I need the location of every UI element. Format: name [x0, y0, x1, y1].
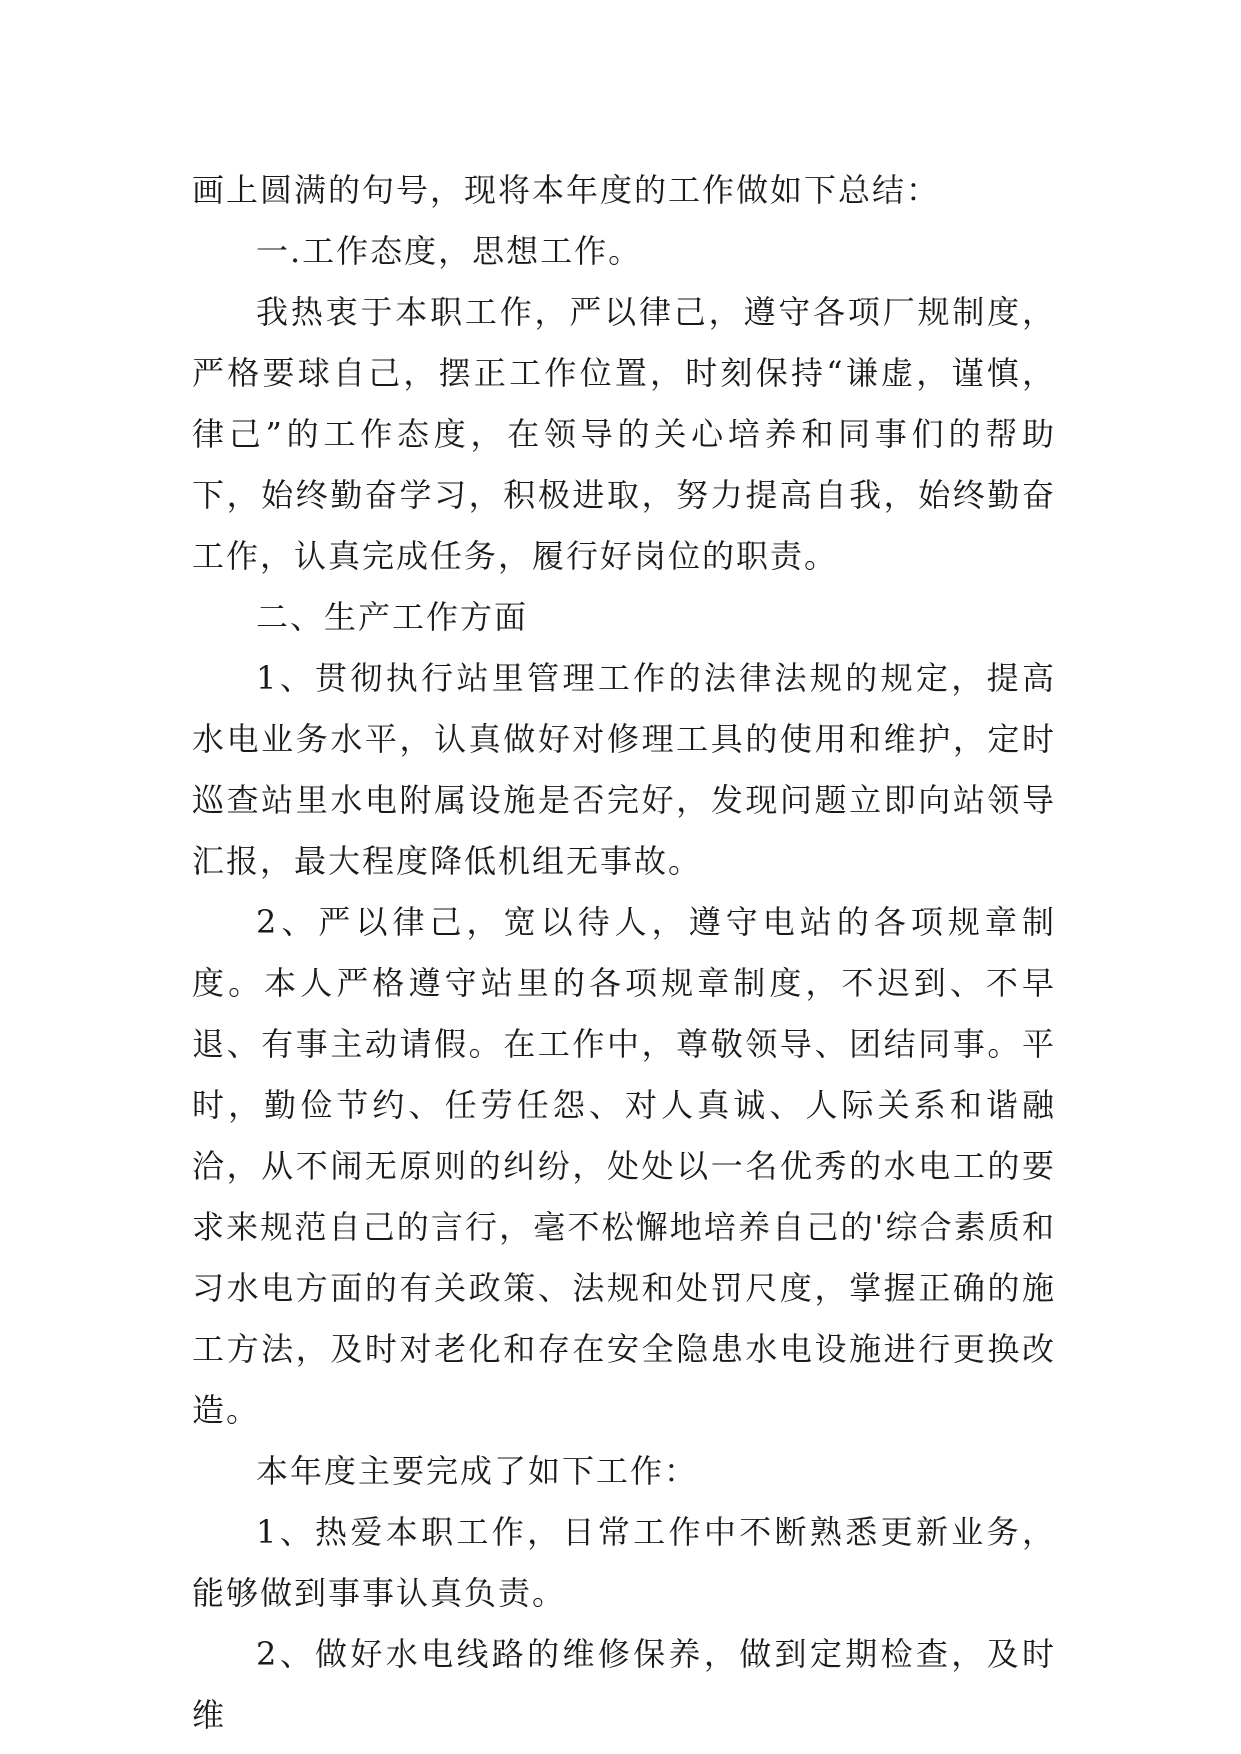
paragraph-work-1: 1、热爱本职工作，日常工作中不断熟悉更新业务，能够做到事事认真负责。 [192, 1513, 1056, 1612]
heading-production: 二、生产工作方面 [256, 598, 529, 636]
paragraph-annual-work: 本年度主要完成了如下工作： [256, 1452, 699, 1490]
document-body [192, 160, 1056, 1746]
heading-attitude: 一.工作态度，思想工作。 [256, 232, 643, 270]
paragraph-attitude: 我热衷于本职工作，严以律己，遵守各项厂规制度，严格要球自己，摆正工作位置，时刻保持“谦虚，谨慎，律己”的工作态度，在领导的关心培养和同事们的帮助下，始终勤奋学习，积极进取，努力提高自我，始终勤奋工作，认真完成任务，履行好岗位的职责。 [192, 293, 1056, 575]
paragraph-intro: 画上圆满的句号，现将本年度的工作做如下总结： [192, 171, 941, 209]
paragraph-item-2: 2、严以律己，宽以待人，遵守电站的各项规章制度。本人严格遵守站里的各项规章制度，不迟到、不早退、有事主动请假。在工作中，尊敬领导、团结同事。平时，勤俭节约、任劳任怨、对人真诚、人际关系和谐融洽，从不闹无原则的纠纷，处处以一名优秀的水电工的要求来规范自己的言行，毫不松懈地培养自己的'综合素质和习水电方面的有关政策、法规和处罚尺度，掌握正确的施工方法，及时对老化和存在安全隐患水电设施进行更换改造。 [192, 903, 1056, 1429]
paragraph-item-1: 1、贯彻执行站里管理工作的法律法规的规定，提高水电业务水平，认真做好对修理工具的使用和维护，定时巡查站里水电附属设施是否完好，发现问题立即向站领导汇报，最大程度降低机组无事故。 [192, 659, 1056, 880]
paragraph-work-2: 2、做好水电线路的维修保养，做到定期检查，及时维 [192, 1635, 1056, 1734]
